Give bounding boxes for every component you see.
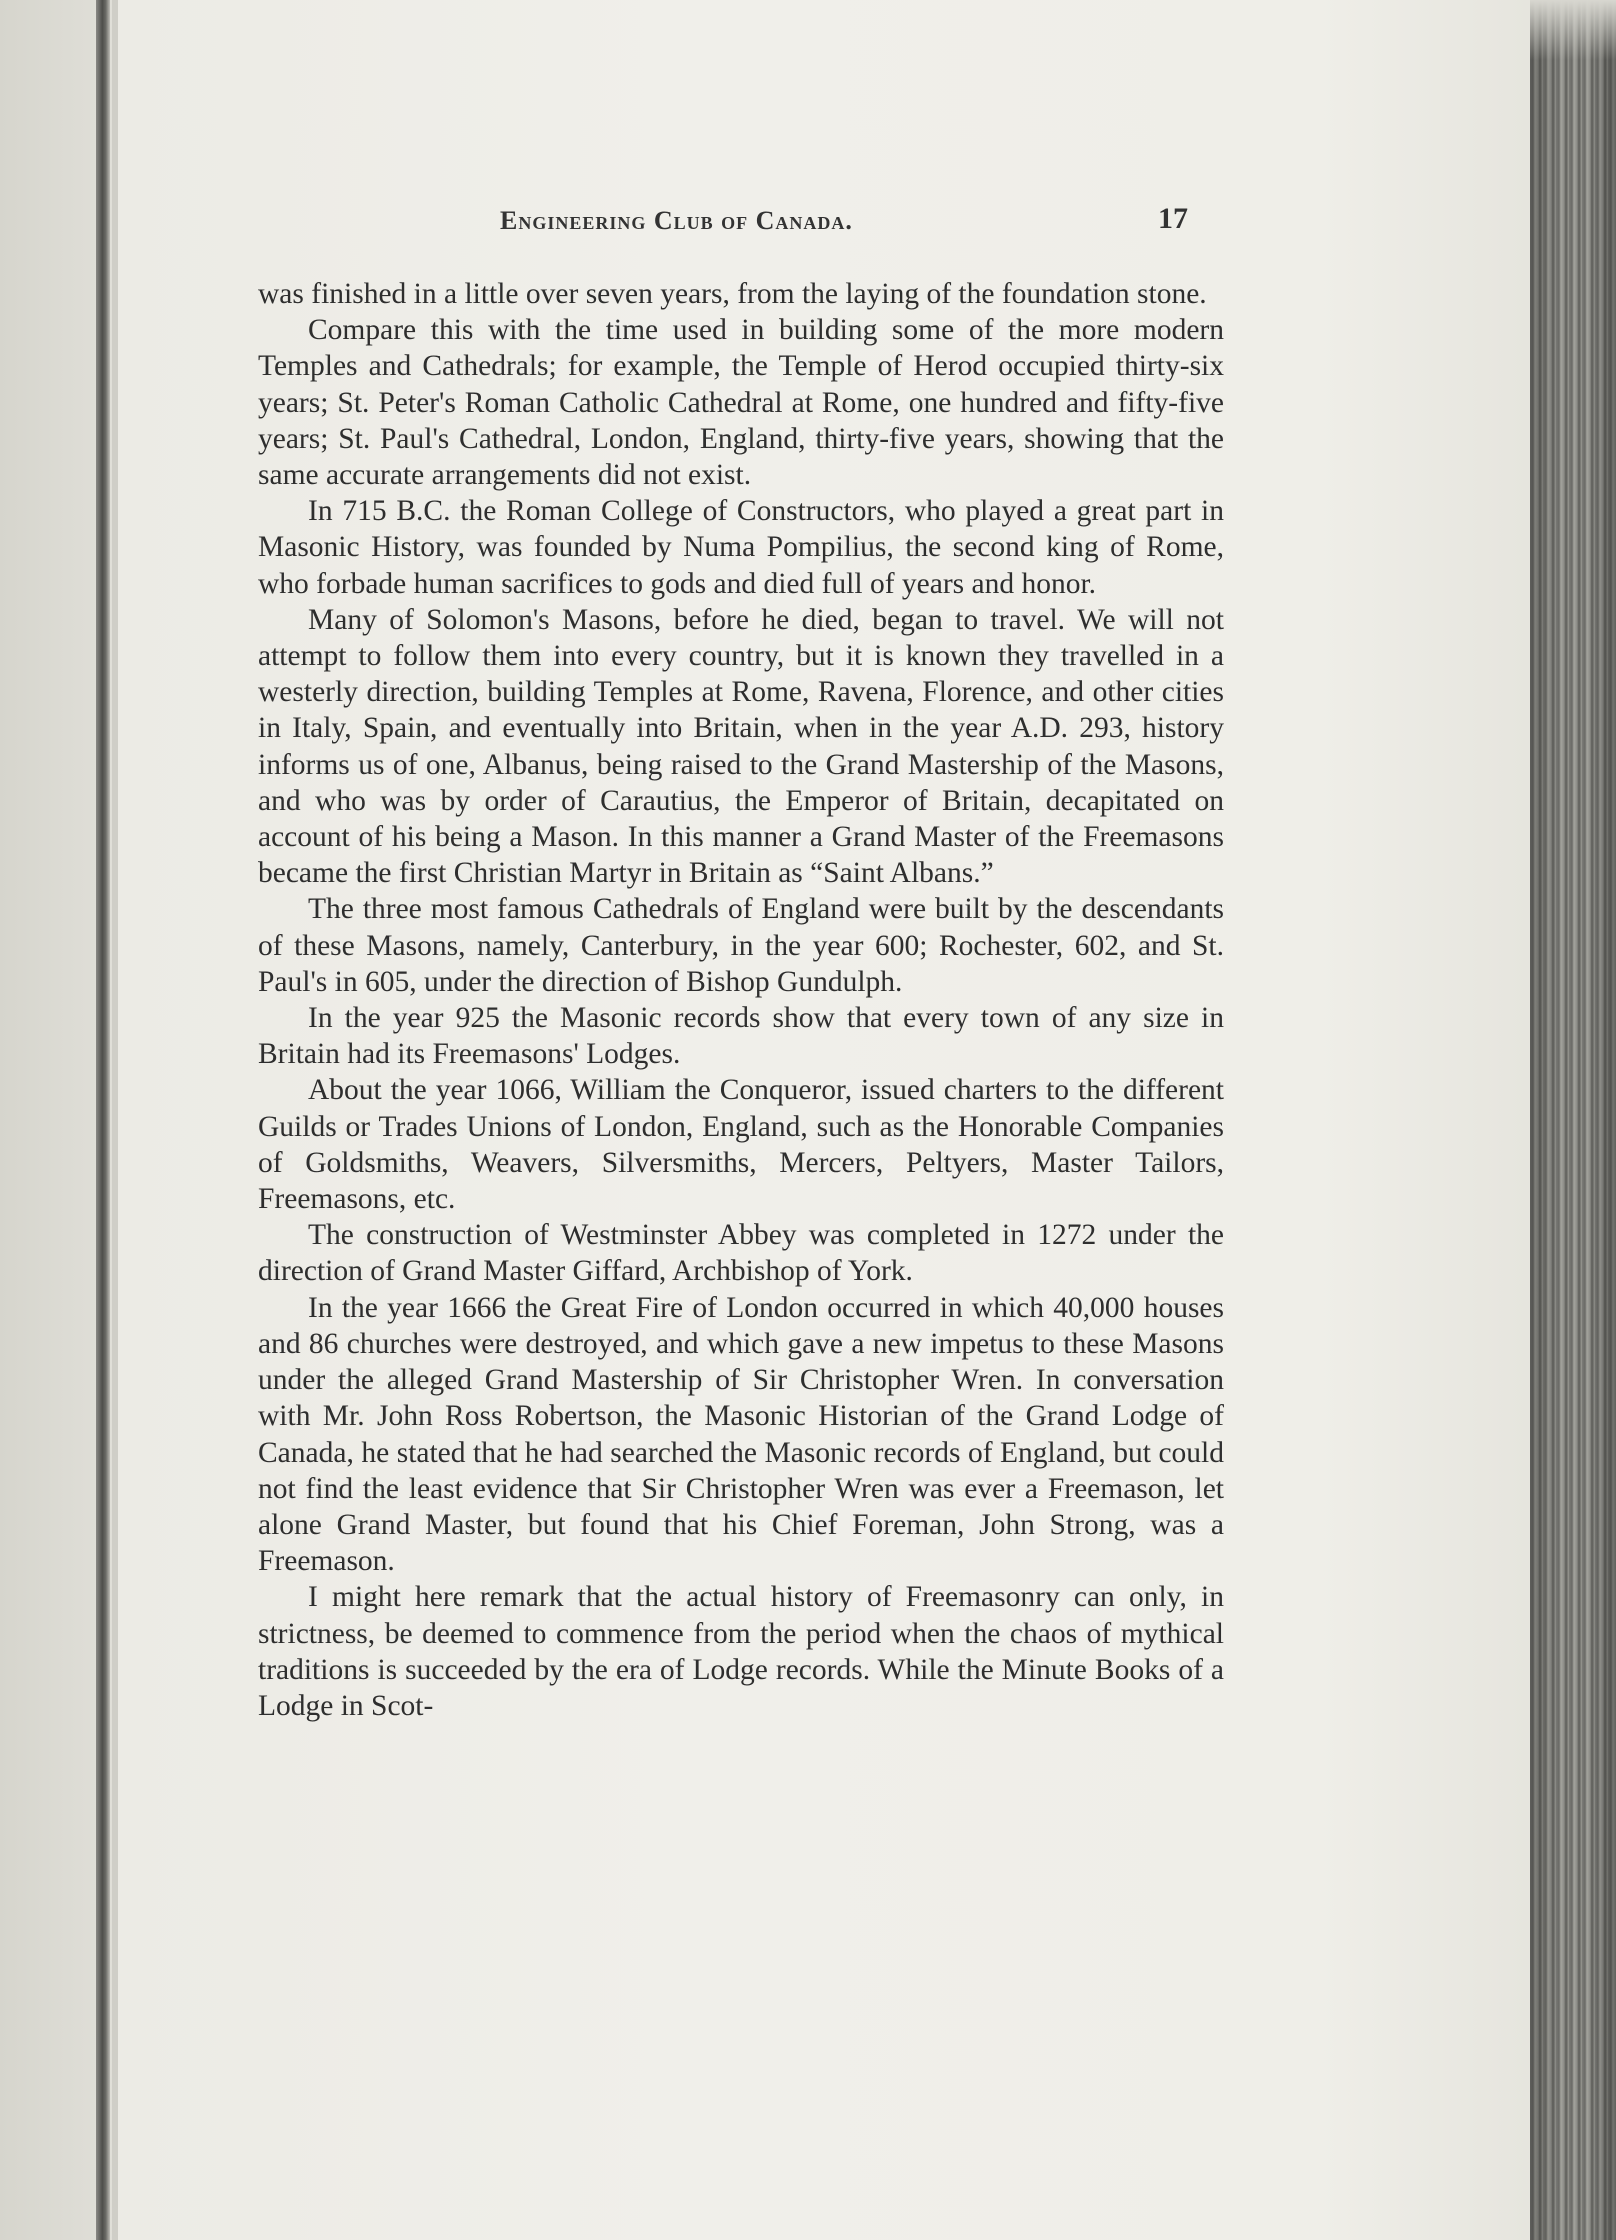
paragraph-5: The three most famous Cathedrals of England were built by the descendants of these Masons, namely, Canterbury, in the year 600; Rochester, 602, and St. Paul's in 605, under the direction of Bishop Gundulph. bbox=[258, 893, 1224, 998]
paragraph-2: Compare this with the time used in building some of the more modern Temples and Cathedrals; for example, the Temple of Herod occupied thirty-six years; St. Peter's Roman Catholic Cathedral at Rome, one hundred and fifty-five years; St. Paul's Cathedral, London, England, thirty-five years, showing that the same accurate arrangements did not exist. bbox=[258, 314, 1224, 492]
binding-shadow bbox=[96, 0, 110, 2240]
page-number: 17 bbox=[1158, 202, 1188, 235]
paragraph-1: was finished in a little over seven years, from the laying of the foundation stone. bbox=[258, 278, 1207, 310]
binding-gutter bbox=[0, 0, 130, 2240]
paragraph-6: In the year 925 the Masonic records show that every town of any size in Britain had its Freemasons' Lodges. bbox=[258, 1002, 1224, 1071]
running-title: Engineering Club of Canada. bbox=[500, 206, 853, 235]
paragraph-8: The construction of Westminster Abbey was completed in 1272 under the direction of Grand Master Giffard, Archbishop of York. bbox=[258, 1219, 1224, 1288]
paragraph-4: Many of Solomon's Masons, before he died, began to travel. We will not attempt to follow them into every country, but it is known they travelled in a westerly direction, building Temples at Rome, Ravena, Florence, and other cities in Italy, Spain, and eventually into Britain, when in the year A.D. 293, history informs us of one, Albanus, being raised to the Grand Mastership of the Masons, and who was by order of Carautius, the Emperor of Britain, decapitated on account of his being a Mason. In this manner a Grand Master of the Freemasons became the first Christian Martyr in Britain as “Saint Albans.” bbox=[258, 603, 1224, 890]
page-edges-shade bbox=[1530, 0, 1616, 2240]
body-text bbox=[258, 276, 1224, 1724]
page-edges-top bbox=[1530, 0, 1616, 60]
paragraph-9: In the year 1666 the Great Fire of London occurred in which 40,000 houses and 86 churches were destroyed, and which gave a new impetus to these Masons under the alleged Grand Mastership of Sir Christopher Wren. In conversation with Mr. John Ross Robertson, the Masonic Historian of the Grand Lodge of Canada, he stated that he had searched the Masonic records of England, but could not find the least evidence that Sir Christopher Wren was ever a Freemason, let alone Grand Master, but found that his Chief Foreman, John Strong, was a Freemason. bbox=[258, 1291, 1224, 1578]
paragraph-10: I might here remark that the actual history of Freemasonry can only, in strictness, be deemed to commence from the period when the chaos of mythical traditions is succeeded by the era of Lodge records. While the Minute Books of a Lodge in Scot- bbox=[258, 1581, 1224, 1722]
paragraph-3: In 715 B.C. the Roman College of Constructors, who played a great part in Masonic History, was founded by Numa Pompilius, the second king of Rome, who forbade human sacrifices to gods and died full of years and honor. bbox=[258, 495, 1224, 600]
paragraph-7: About the year 1066, William the Conqueror, issued charters to the different Guilds or Trades Unions of London, England, such as the Honorable Companies of Goldsmiths, Weavers, Silversmiths, Mercers, Peltyers, Master Tailors, Freemasons, etc. bbox=[258, 1074, 1224, 1216]
